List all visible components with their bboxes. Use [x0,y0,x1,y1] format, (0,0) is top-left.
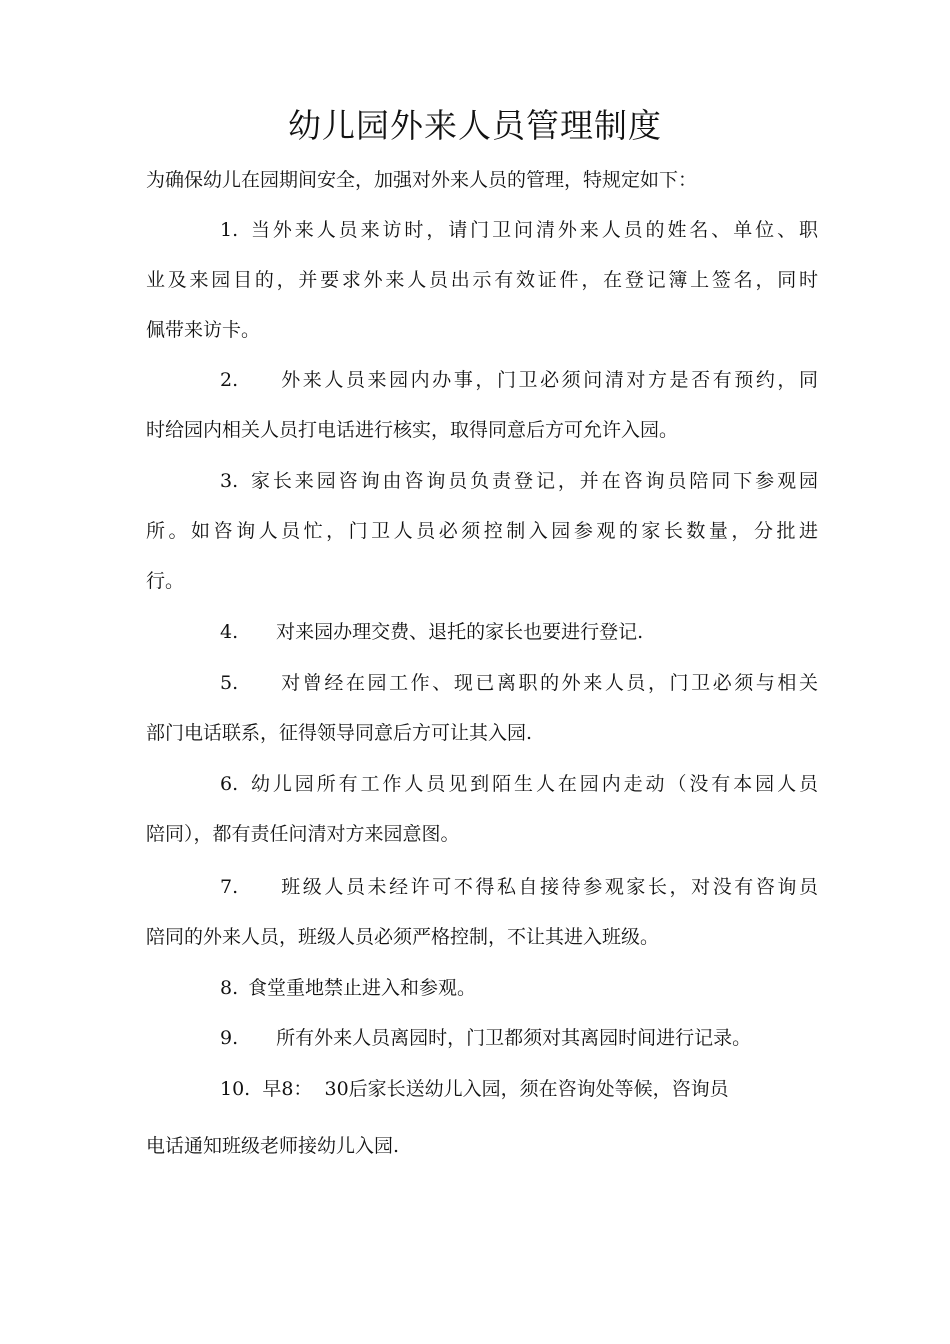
item-3-number: 3. [220,470,239,492]
intro-paragraph: 为确保幼儿在园期间安全，加强对外来人员的管理，特规定如下： [146,169,698,191]
item-5-line-2: 部门电话联系，征得领导同意后方可让其入园. [146,722,533,744]
item-2-line-1: 2. 外来人员来园内办事，门卫必须问清对方是否有预约，同 [220,369,818,391]
item-4-line-1: 4. 对来园办理交费、退托的家长也要进行登记. [220,621,644,643]
item-7-line-1: 7. 班级人员未经许可不得私自接待参观家长，对没有咨询员 [220,876,818,898]
item-3-line-1: 3. 家长来园咨询由咨询员负责登记，并在咨询员陪同下参观园 [220,470,818,492]
item-1-line-1: 1. 当外来人员来访时，请门卫问清外来人员的姓名、单位、职 [220,219,818,241]
item-9-number: 9. [220,1027,239,1049]
item-1-line-3: 佩带来访卡。 [146,319,261,341]
item-5-number: 5. [220,672,239,694]
item-7-line-2: 陪同的外来人员，班级人员必须严格控制，不让其进入班级。 [146,926,660,948]
item-10-number: 10. [220,1078,251,1100]
item-9-line-1: 9. 所有外来人员离园时，门卫都须对其离园时间进行记录。 [220,1027,752,1049]
item-2-line-2: 时给园内相关人员打电话进行核实，取得同意后方可允许入园。 [146,419,679,441]
item-6-number: 6. [220,773,239,795]
item-5-line-1: 5. 对曾经在园工作、现已离职的外来人员，门卫必须与相关 [220,672,818,694]
item-3-line-3: 行。 [146,570,185,592]
item-1-number: 1. [220,219,239,241]
item-10-line-2: 电话通知班级老师接幼儿入园. [146,1135,400,1157]
item-6-line-1: 6. 幼儿园所有工作人员见到陌生人在园内走动（没有本园人员 [220,773,818,795]
item-2-number: 2. [220,369,239,391]
item-8-line-1: 8. 食堂重地禁止进入和参观。 [220,977,477,999]
item-10-line-1: 10. 早8： 30后家长送幼儿入园，须在咨询处等候，咨询员 [220,1078,729,1100]
item-6-line-2: 陪同），都有责任问清对方来园意图。 [146,823,460,845]
item-4-number: 4. [220,621,239,643]
item-3-line-2: 所。如咨询人员忙，门卫人员必须控制入园参观的家长数量，分批进 [146,520,818,542]
item-1-line-2: 业及来园目的，并要求外来人员出示有效证件，在登记簿上签名，同时 [146,269,818,291]
document-title: 幼儿园外来人员管理制度 [288,106,662,145]
item-8-number: 8. [220,977,239,999]
item-7-number: 7. [220,876,239,898]
